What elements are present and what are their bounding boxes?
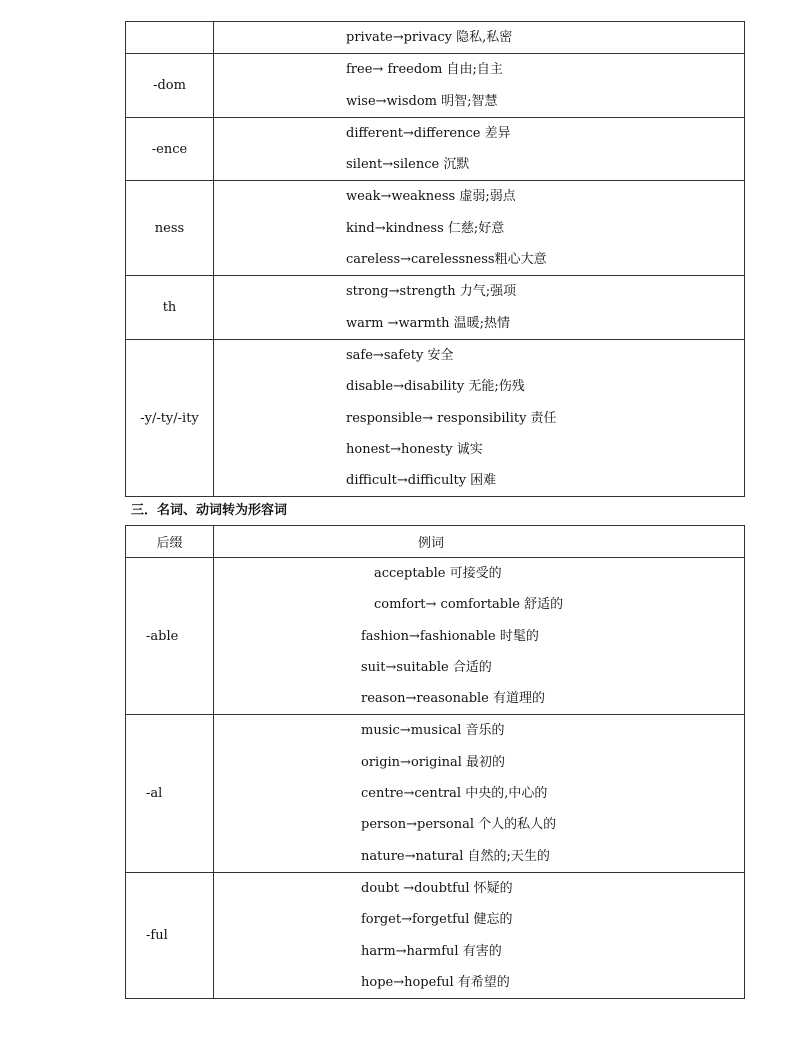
table-row — [126, 54, 745, 118]
table-row — [126, 181, 745, 276]
suffix-cell: ness — [126, 181, 214, 276]
example-item: wise→wisdom 明智;智慧 — [346, 93, 498, 109]
example-item: disable→disability 无能;伤残 — [346, 379, 525, 395]
example-item: difficult→difficulty 困难 — [346, 473, 497, 489]
suffix-cell: -y/-ty/-ity — [126, 339, 214, 496]
example-item: reason→reasonable 有道理的 — [361, 691, 546, 707]
example-item: weak→weakness 虚弱;弱点 — [346, 189, 516, 205]
examples-cell — [214, 117, 745, 181]
example-item: origin→original 最初的 — [361, 754, 506, 770]
example-item: fashion→fashionable 时髦的 — [361, 628, 539, 644]
suffix-cell — [126, 22, 214, 54]
example-item: doubt →doubtful 怀疑的 — [361, 880, 513, 896]
column-header-suffix: 后缀 — [126, 526, 214, 558]
example-item: honest→honesty 诚实 — [346, 441, 483, 457]
example-item: different→difference 差异 — [346, 125, 511, 141]
examples-cell — [214, 54, 745, 118]
table-row — [126, 117, 745, 181]
examples-cell — [214, 22, 745, 54]
table-row — [126, 276, 745, 340]
table-header-row — [126, 526, 745, 558]
table-row — [126, 872, 745, 998]
example-item: acceptable 可接受的 — [374, 566, 502, 581]
example-item: strong→strength 力气;强项 — [346, 284, 517, 300]
suffix-cell: -al — [126, 715, 214, 872]
examples-cell — [214, 276, 745, 340]
example-item: private→privacy 隐私,私密 — [346, 30, 513, 45]
example-item: free→ freedom 自由;自主 — [346, 62, 503, 78]
example-item: forget→forgetful 健忘的 — [361, 912, 513, 928]
example-item: safe→safety 安全 — [346, 347, 454, 363]
example-item: comfort→ comfortable 舒适的 — [374, 597, 564, 613]
suffix-cell: -ful — [126, 872, 214, 998]
table-row — [126, 339, 745, 496]
example-item: nature→natural 自然的;天生的 — [361, 848, 550, 864]
table-row — [126, 715, 745, 872]
table-row — [126, 558, 745, 715]
example-item: silent→silence 沉默 — [346, 157, 470, 173]
example-item: hope→hopeful 有希望的 — [361, 974, 510, 990]
suffix-cell: th — [126, 276, 214, 340]
column-header-examples: 例词 — [214, 526, 745, 558]
example-item: careless→carelessness粗心大意 — [346, 252, 547, 268]
examples-cell — [214, 715, 745, 872]
suffix-cell: -dom — [126, 54, 214, 118]
examples-cell — [214, 558, 745, 715]
example-item: person→personal 个人的私人的 — [361, 817, 557, 833]
suffix-cell: -ence — [126, 117, 214, 181]
example-item: warm →warmth 温暖;热情 — [346, 315, 510, 331]
examples-cell — [214, 339, 745, 496]
table-row — [126, 22, 745, 54]
example-item: centre→central 中央的,中心的 — [361, 786, 548, 802]
example-item: responsible→ responsibility 责任 — [346, 410, 557, 426]
examples-cell — [214, 872, 745, 998]
example-item: suit→suitable 合适的 — [361, 659, 492, 675]
suffix-cell: -able — [126, 558, 214, 715]
section-heading: 三．名词、动词转为形容词 — [131, 503, 288, 518]
suffix-table-adjectives — [125, 525, 745, 999]
examples-cell — [214, 181, 745, 276]
suffix-table-nouns — [125, 21, 745, 497]
example-item: kind→kindness 仁慈;好意 — [346, 220, 505, 236]
example-item: harm→harmful 有害的 — [361, 943, 502, 959]
example-item: music→musical 音乐的 — [361, 723, 505, 739]
